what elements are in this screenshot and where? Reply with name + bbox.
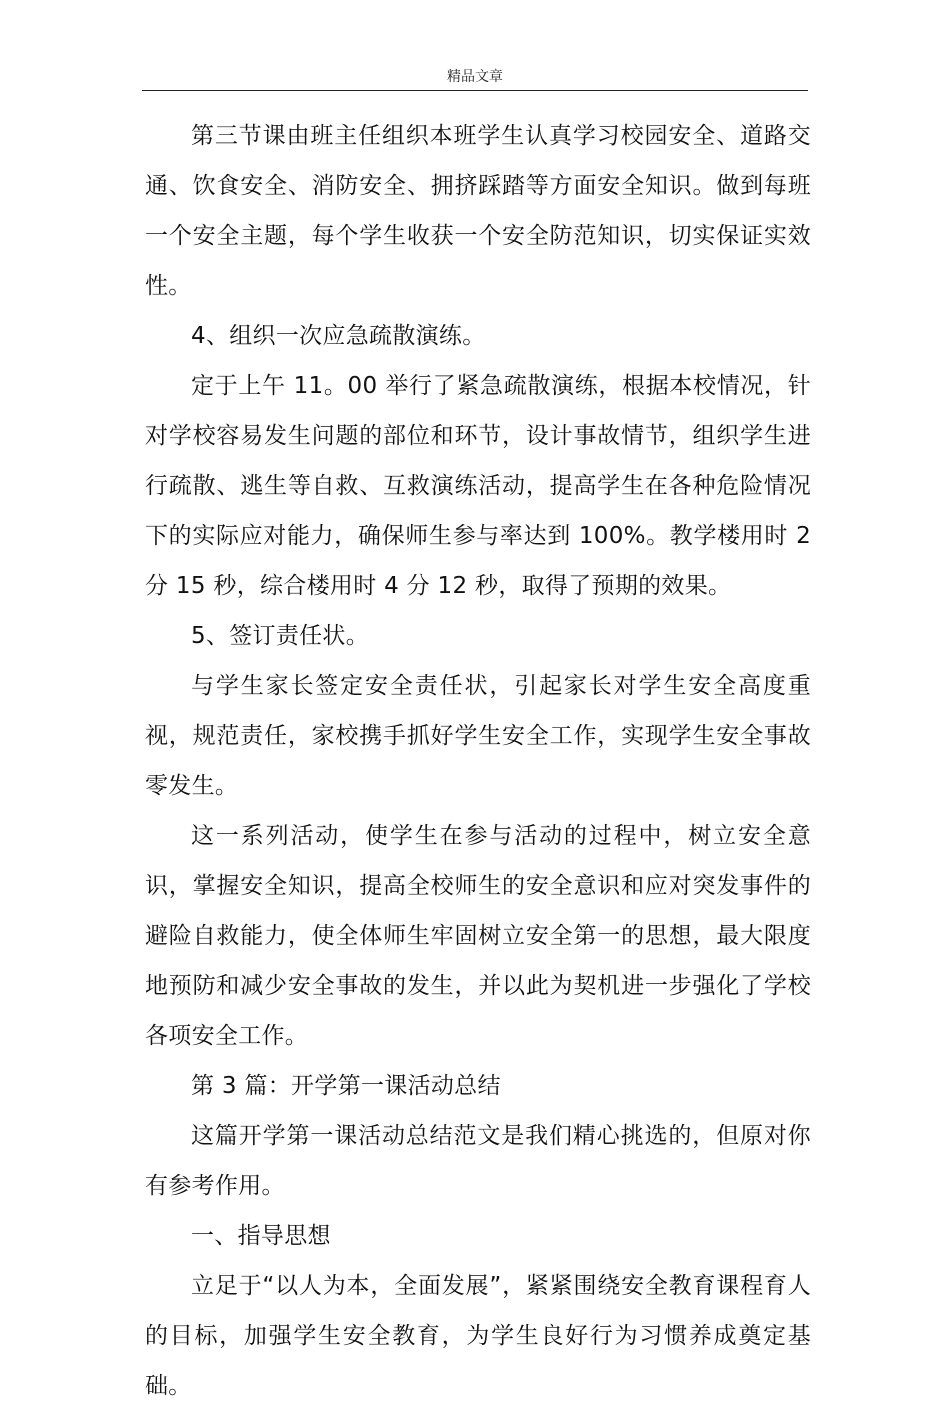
paragraph-heading-guiding-ideology: 一、指导思想 bbox=[191, 1223, 331, 1249]
page-header: 精品文章 bbox=[142, 66, 808, 91]
paragraph-safety-lesson: 第三节课由班主任组织本班学生认真学习校园安全、道路交通、饮食安全、消防安全、拥挤踩踏等方面安全知识。做到每班一个安全主题，每个学生收获一个安全防范知识，切实保证实效性。 bbox=[145, 123, 811, 299]
paragraph-intro: 这篇开学第一课活动总结范文是我们精心挑选的，但原对你有参考作用。 bbox=[145, 1123, 811, 1199]
paragraph-evacuation-drill: 定于上午 11。00 举行了紧急疏散演练，根据本校情况，针对学校容易发生问题的部位和环节，设计事故情节，组织学生进行疏散、逃生等自救、互救演练活动，提高学生在各种危险情况下的实际应对能力，确保师生参与率达到 100%。教学楼用时 2 分 15 秒，综合楼用时 4 分 12 秒，取得了预期的效果。 bbox=[145, 373, 811, 599]
document-body bbox=[145, 111, 811, 1411]
paragraph-activity-summary: 这一系列活动，使学生在参与活动的过程中，树立安全意识，掌握安全知识，提高全校师生的安全意识和应对突发事件的避险自救能力，使全体师生牢固树立安全第一的思想，最大限度地预防和减少安全事故的发生，并以此为契机进一步强化了学校各项安全工作。 bbox=[145, 823, 811, 1049]
paragraph-guiding-ideology: 立足于“以人为本，全面发展”，紧紧围绕安全教育课程育人的目标，加强学生安全教育，为学生良好行为习惯养成奠定基础。 bbox=[145, 1273, 811, 1399]
paragraph-responsibility-agreement: 与学生家长签定安全责任状，引起家长对学生安全高度重视，规范责任，家校携手抓好学生安全工作，实现学生安全事故零发生。 bbox=[145, 673, 811, 799]
paragraph-heading-responsibility: 5、签订责任状。 bbox=[191, 623, 370, 649]
paragraph-heading-evacuation: 4、组织一次应急疏散演练。 bbox=[191, 323, 486, 349]
paragraph-section-title: 第 3 篇：开学第一课活动总结 bbox=[191, 1073, 501, 1099]
